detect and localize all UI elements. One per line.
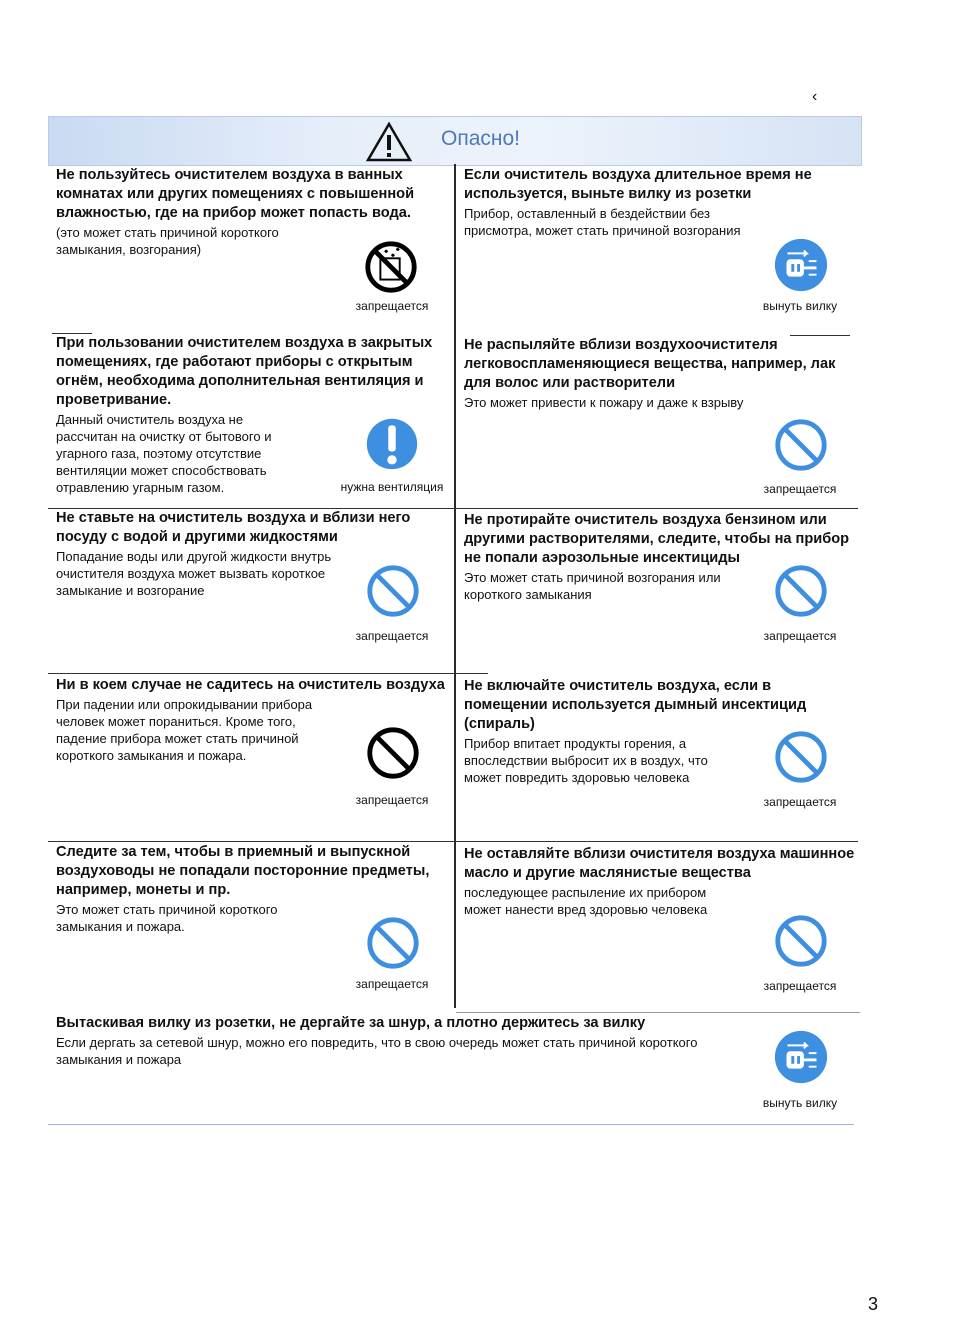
warning-heading: Вытаскивая вилку из розетки, не дергайте за шнур, а плотно держитесь за вилку [56,1015,646,1031]
icon-caption: запрещается [355,299,429,313]
column-divider [454,164,456,508]
icon-caption: запрещается [763,795,837,809]
prohibited-icon [364,914,422,972]
banner-title: Опасно! [441,127,520,150]
warning-item [464,166,856,239]
warning-text: Это может привести к пожару и даже к взрыву [464,395,744,410]
icon-caption: вынуть вилку [762,299,838,313]
warning-heading: Не ставьте на очиститель воздуха и вблизи него посуду с водой и другими жидкостями [56,510,411,545]
icon-caption: запрещается [763,629,837,643]
warning-text: последующее распыление их прибором может нанести вред здоровью человека [464,885,708,917]
page-number: 3 [868,1294,879,1314]
column-divider [454,508,456,1008]
prohibited-icon [772,912,830,970]
warning-text: Прибор, оставленный в бездействии без присмотра, может стать причиной возгорания [464,206,741,238]
warning-heading: При пользовании очистителем воздуха в закрытых помещениях, где работают приборы с открытым огнём, необходима дополнительная вентиляция и проветривание. [56,335,433,408]
warning-triangle-icon [365,121,413,163]
row-rule [48,841,858,842]
warning-text: Если дергать за сетевой шнур, можно его повредить, что в свою очередь может стать причиной короткого замыкания и пожара [56,1035,698,1067]
warning-text: Попадание воды или другой жидкости внутрь очистителя воздуха может вызвать короткое замыкание и возгорание [56,549,332,598]
icon-caption: вынуть вилку [762,1096,838,1110]
warning-heading: Ни в коем случае не садитесь на очиститель воздуха [56,677,445,693]
warning-heading: Следите за тем, чтобы в приемный и выпускной воздуховоды не попадали посторонние предметы, например, монеты и пр. [56,844,430,898]
warning-heading: Не распыляйте вблизи воздухоочистителя легковоспламеняющиеся вещества, например, лак для волос или растворители [464,337,836,391]
warning-heading: Не протирайте очиститель воздуха бензином или другими растворителями, следите, чтобы на прибор не попали аэрозольные инсектициды [464,512,850,566]
warning-item [464,336,856,411]
warning-text: Это может стать причиной возгорания или короткого замыкания [464,570,721,602]
warning-text: Прибор впитает продукты горения, а впоследствии выбросит их в воздух, что может повредить здоровью человека [464,736,708,785]
prohibited-icon [364,724,422,782]
warning-item [464,845,856,918]
warning-heading: Не пользуйтесь очистителем воздуха в ванных комнатах или других помещениях с повышенной влажностью, где на прибор может попасть вода. [56,167,415,221]
prohibited-icon [364,562,422,620]
icon-caption: запрещается [355,977,429,991]
icon-caption: запрещается [763,482,837,496]
icon-caption: запрещается [763,979,837,993]
row-rule [48,673,488,674]
danger-banner [48,116,862,166]
warning-text: Это может стать причиной короткого замыкания и пожара. [56,902,278,934]
bottom-rule [48,1124,854,1125]
icon-caption: нужна вентиляция [340,480,444,494]
row-rule [456,1012,860,1013]
prohibited-icon [772,562,830,620]
warning-text: При падении или опрокидывании прибора человек может пораниться. Кроме того, падение прибора может стать причиной короткого замыкания и пожара. [56,697,313,763]
warning-text: (это может стать причиной короткого замыкания, возгорания) [56,225,279,257]
unplug-icon [772,1028,830,1086]
prohibited-icon [772,416,830,474]
exclamation-icon [364,416,420,472]
unplug-icon [772,236,830,294]
warning-text: Данный очиститель воздуха не рассчитан на очистку от бытового и угарного газа, поэтому отсутствие вентиляции может способствовать отравлению угарным газом. [56,412,272,495]
prohibited-icon [772,728,830,786]
no-water-icon [362,238,420,296]
warning-heading: Не оставляйте вблизи очистителя воздуха машинное масло и другие маслянистые вещества [464,846,855,881]
icon-caption: запрещается [355,629,429,643]
corner-mark: ‹ [812,88,818,105]
icon-caption: запрещается [355,793,429,807]
warning-heading: Не включайте очиститель воздуха, если в помещении используется дымный инсектицид (спираль) [464,678,807,732]
warning-heading: Если очиститель воздуха длительное время не используется, выньте вилку из розетки [464,167,812,202]
warning-item [56,1014,736,1068]
